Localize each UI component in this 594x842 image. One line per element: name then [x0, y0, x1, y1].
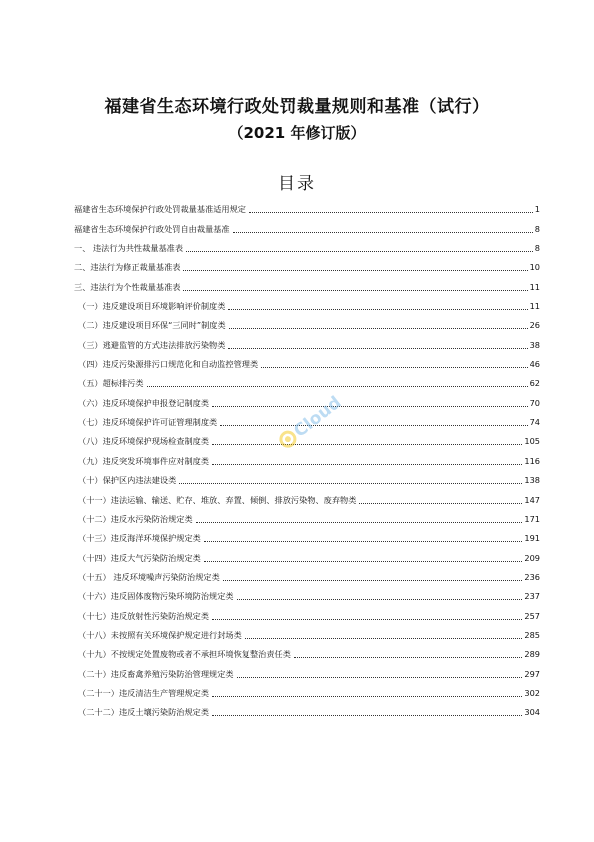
toc-entry-label: （九）违反突发环境事件应对制度类 [78, 455, 210, 466]
toc-entry[interactable] [74, 525, 540, 544]
cloud-watermark-logo [262, 388, 352, 458]
toc-entry-page-number: 70 [529, 397, 540, 408]
toc-entry-label: （十三）违反海洋环境保护规定类 [78, 533, 201, 544]
toc-dot-leader [212, 463, 522, 465]
toc-entry[interactable] [74, 331, 540, 350]
toc-entry-page-number: 257 [524, 610, 540, 621]
toc-entry-page-number: 237 [524, 591, 540, 602]
toc-dot-leader [183, 289, 527, 291]
toc-entry[interactable] [74, 622, 540, 641]
toc-entry-page-number: 171 [524, 513, 540, 524]
toc-entry[interactable] [74, 351, 540, 370]
toc-entry-label: 一、 违法行为共性裁量基准表 [74, 243, 184, 254]
toc-entry-page-number: 1 [534, 204, 540, 215]
toc-dot-leader [294, 656, 522, 658]
toc-entry-label: （十二）违反水污染防治规定类 [78, 513, 193, 524]
toc-entry-page-number: 302 [524, 687, 540, 698]
toc-entry[interactable] [74, 641, 540, 660]
toc-entry-page-number: 8 [534, 243, 540, 254]
toc-entry-label: （十八）未按照有关环境保护规定进行封场类 [78, 629, 242, 640]
toc-dot-leader [196, 521, 523, 523]
toc-entry-page-number: 297 [524, 668, 540, 679]
toc-entry[interactable] [74, 680, 540, 699]
toc-entry[interactable] [74, 370, 540, 389]
toc-dot-leader [245, 637, 523, 639]
toc-entry[interactable] [74, 467, 540, 486]
toc-entry-label: （十六）违反固体废物污染环境防治规定类 [78, 591, 234, 602]
toc-entry-label: （一）违反建设项目环境影响评价制度类 [78, 301, 226, 312]
toc-entry[interactable] [74, 506, 540, 525]
toc-entry-page-number: 116 [524, 455, 540, 466]
toc-dot-leader [233, 231, 533, 233]
toc-dot-leader [223, 579, 523, 581]
toc-entry[interactable] [74, 544, 540, 563]
toc-dot-leader [359, 502, 522, 504]
toc-entry-page-number: 191 [524, 533, 540, 544]
document-title: 福建省生态环境行政处罚裁量规则和基准（试行） [104, 97, 490, 117]
toc-dot-leader [212, 443, 522, 445]
toc-entry-page-number: 8 [534, 223, 540, 234]
toc-entry-label: （十）保护区内违法建设类 [78, 475, 177, 486]
toc-dot-leader [212, 714, 522, 716]
toc-entry[interactable] [74, 312, 540, 331]
toc-dot-leader [183, 269, 527, 271]
toc-entry[interactable] [74, 235, 540, 254]
toc-entry-label: 二、违法行为修正裁量基准表 [74, 262, 181, 273]
toc-dot-leader [229, 327, 528, 329]
toc-entry-page-number: 46 [529, 359, 540, 370]
toc-entry-page-number: 11 [529, 281, 540, 292]
toc-entry-page-number: 285 [524, 629, 540, 640]
toc-entry-label: （十九）不按规定处置废物或者不承担环境恢复整治责任类 [78, 649, 291, 660]
toc-entry-label: （六）违反环境保护申报登记制度类 [78, 397, 210, 408]
document-subtitle: （2021 年修订版） [228, 124, 366, 142]
toc-dot-leader [237, 598, 523, 600]
toc-entry-page-number: 209 [524, 552, 540, 563]
toc-entry-label: 福建省生态环境保护行政处罚裁量基准适用规定 [74, 204, 246, 215]
toc-dot-leader [212, 695, 522, 697]
toc-entry[interactable] [74, 293, 540, 312]
toc-entry-label: （二）违反建设项目环保“三同时”制度类 [78, 320, 226, 331]
toc-entry-label: （三）逃避监管的方式违法排放污染物类 [78, 339, 226, 350]
toc-entry[interactable] [74, 215, 540, 234]
toc-entry-page-number: 74 [529, 417, 540, 428]
toc-dot-leader [261, 366, 527, 368]
toc-entry-page-number: 62 [529, 378, 540, 389]
toc-dot-leader [228, 308, 527, 310]
toc-entry[interactable] [74, 564, 540, 583]
toc-entry-label: （十七）违反放射性污染防治规定类 [78, 610, 210, 621]
toc-entry-label: （十四）违反大气污染防治规定类 [78, 552, 201, 563]
toc-dot-leader [237, 676, 523, 678]
toc-entry-label: （二十）违反畜禽养殖污染防治管理规定类 [78, 668, 234, 679]
toc-entry-label: 福建省生态环境保护行政处罚自由裁量基准 [74, 223, 230, 234]
toc-entry-label: （五）超标排污类 [78, 378, 144, 389]
toc-entry-label: 三、违法行为个性裁量基准表 [74, 281, 181, 292]
toc-dot-leader [179, 482, 522, 484]
toc-dot-leader [204, 560, 523, 562]
toc-entry-label: （四）违反污染源排污口规范化和自动监控管理类 [78, 359, 259, 370]
toc-entry-page-number: 147 [524, 494, 540, 505]
toc-entry-label: （十一）违法运输、输送、贮存、堆放、弃置、倾倒、排放污染物、废弃物类 [78, 494, 357, 505]
toc-entry[interactable] [74, 254, 540, 273]
toc-entry[interactable] [74, 196, 540, 215]
toc-entry[interactable] [74, 602, 540, 621]
toc-dot-leader [212, 618, 522, 620]
toc-entry[interactable] [74, 583, 540, 602]
toc-entry-page-number: 236 [524, 571, 540, 582]
toc-entry[interactable] [74, 273, 540, 292]
toc-dot-leader [204, 540, 523, 542]
toc-dot-leader [212, 405, 528, 407]
toc-entry-label: （二十一）违反清洁生产管理规定类 [78, 687, 210, 698]
toc-entry-label: （二十二）违反土壤污染防治规定类 [78, 707, 210, 718]
toc-entry-page-number: 138 [524, 475, 540, 486]
toc-entry-page-number: 289 [524, 649, 540, 660]
toc-heading: 目录 [278, 174, 316, 194]
toc-dot-leader [228, 347, 527, 349]
toc-entry-page-number: 38 [529, 339, 540, 350]
svg-text:Cloud: Cloud [290, 392, 346, 442]
toc-entry[interactable] [74, 486, 540, 505]
toc-entry-page-number: 11 [529, 301, 540, 312]
toc-dot-leader [186, 250, 533, 252]
toc-entry-label: （十五） 违反环境噪声污染防治规定类 [78, 571, 220, 582]
toc-entry-label: （七）违反环境保护许可证管理制度类 [78, 417, 218, 428]
toc-entry-page-number: 105 [524, 436, 540, 447]
toc-dot-leader [249, 211, 533, 213]
toc-entry[interactable] [74, 660, 540, 679]
toc-entry-label: （八）违反环境保护现场检查制度类 [78, 436, 210, 447]
toc-entry-page-number: 26 [529, 320, 540, 331]
toc-entry[interactable] [74, 699, 540, 718]
toc-entry-page-number: 10 [529, 262, 540, 273]
toc-entry-page-number: 304 [524, 707, 540, 718]
